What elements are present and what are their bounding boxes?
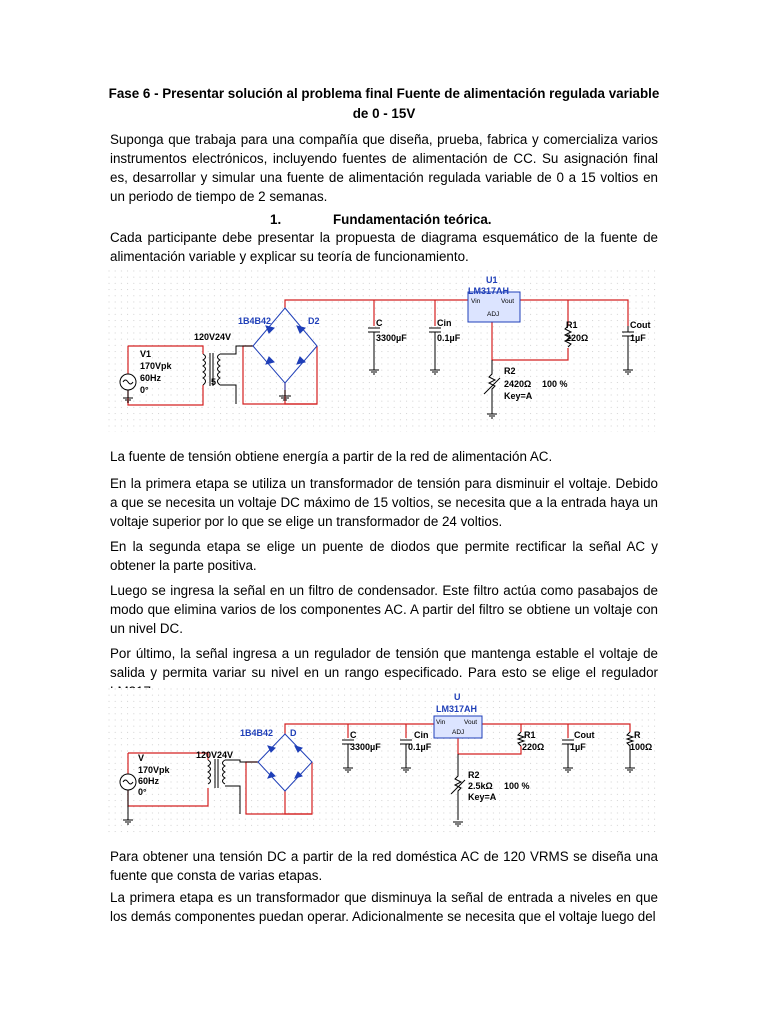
cap-value: 3300µF <box>350 742 381 752</box>
cin-ref: Cin <box>414 730 429 740</box>
grid-background <box>108 270 660 432</box>
load-value: 100Ω <box>630 742 653 752</box>
transformer-ratio: 5 <box>211 377 217 387</box>
transformer-label: 120V24V <box>194 332 232 342</box>
r2-percent: 100 % <box>542 379 568 389</box>
cout-value: 1µF <box>630 333 646 343</box>
cap-ref: C <box>376 318 383 328</box>
source-value-2: 60Hz <box>138 776 160 786</box>
grid-background <box>108 688 660 834</box>
intro-paragraph: Suponga que trabaja para una compañía que diseña, prueba, fabrica y comercializa varios instrumentos electrónicos, incluyendo fuentes de alimentación de CC. Su asignación final es, desarrollar y simular una fuente de alimentación regulada variable de 0 a 15 voltios en un periodo de tiempo de 2 semanas. <box>110 132 658 204</box>
r1-ref: R1 <box>566 320 578 330</box>
schematic-diagram-2 <box>108 688 660 834</box>
cap-ref: C <box>350 730 357 740</box>
source-value-1: 170Vpk <box>140 361 172 371</box>
cin-value: 0.1µF <box>408 742 432 752</box>
paragraph-7: La primera etapa es un transformador que disminuya la señal de entrada a niveles en que los demás componentes puedan operar. Adicionalmente se necesita que el voltaje luego del <box>110 890 658 924</box>
cin-value: 0.1µF <box>437 333 461 343</box>
paragraph-6: Para obtener una tensión DC a partir de la red doméstica AC de 120 VRMS se diseña una fuente que consta de varias etapas. <box>110 849 658 883</box>
reg-vin: Vin <box>436 719 446 726</box>
bridge-ref: D <box>290 728 297 738</box>
reg-ref: U1 <box>486 275 498 285</box>
section-intro-paragraph: Cada participante debe presentar la propuesta de diagrama esquemático de la fuente de alimentación variable y explicar su teoría de funcionamiento. <box>110 230 658 264</box>
paragraph-1: La fuente de tensión obtiene energía a partir de la red de alimentación AC. <box>110 449 553 464</box>
schematic-diagram-1 <box>108 270 660 432</box>
reg-vout: Vout <box>464 719 478 726</box>
r2-ref: R2 <box>504 366 516 376</box>
reg-part: LM317AH <box>436 704 478 714</box>
r1-ref: R1 <box>524 730 536 740</box>
r2-ref: R2 <box>468 770 480 780</box>
r2-value: 2420Ω <box>504 379 532 389</box>
source-value-3: 0° <box>140 385 149 395</box>
transformer-label: 120V24V <box>196 750 234 760</box>
reg-vout: Vout <box>501 298 515 305</box>
paragraph-4: Luego se ingresa la señal en un filtro de condensador. Este filtro actúa como pasabajos de modo que elimina varios de los componentes AC. A partir del filtro se obtiene un voltaje con un nivel DC. <box>110 583 658 636</box>
r2-key: Key=A <box>504 391 533 401</box>
document-title: Fase 6 - Presentar solución al problema final Fuente de alimentación regulada variable de 0 - 15V <box>108 86 660 121</box>
r2-key: Key=A <box>468 792 497 802</box>
bridge-ref: D2 <box>308 316 320 326</box>
section-title: Fundamentación teórica. <box>333 212 492 227</box>
source-ref: V1 <box>140 349 152 359</box>
cout-ref: Cout <box>574 730 595 740</box>
paragraph-5: Por último, la señal ingresa a un regulador de tensión que mantenga estable el voltaje de salida y permita variar su nivel en un rango especificado. Para esto se elige el regulador <box>110 646 658 680</box>
reg-ref: U <box>454 692 461 702</box>
cout-value: 1µF <box>570 742 586 752</box>
paragraph-3: En la segunda etapa se elige un puente de diodos que permite rectificar la señal AC y obtener la parte positiva. <box>110 539 658 573</box>
r2-value: 2.5kΩ <box>468 781 493 791</box>
source-value-1: 170Vpk <box>138 765 170 775</box>
cap-value: 3300µF <box>376 333 407 343</box>
reg-part: LM317AH <box>468 286 510 296</box>
reg-vin: Vin <box>471 298 481 305</box>
paragraph-2: En la primera etapa se utiliza un transformador de tensión para disminuir el voltaje. Debido a que se necesita un voltaje DC máximo de 15 voltios, se necesita que a la entrada haya un voltaje superior por lo que se elige un transformador de 24 voltios. <box>110 476 658 529</box>
reg-adj: ADJ <box>487 311 500 318</box>
cout-ref: Cout <box>630 320 651 330</box>
section-number: 1. <box>270 212 282 227</box>
bridge-part: 1B4B42 <box>238 316 272 326</box>
load-ref: R <box>634 730 641 740</box>
source-value-3: 0° <box>138 787 147 797</box>
source-value-2: 60Hz <box>140 373 162 383</box>
r1-value: 220Ω <box>522 742 545 752</box>
r1-value: 220Ω <box>566 333 589 343</box>
cin-ref: Cin <box>437 318 452 328</box>
reg-adj: ADJ <box>452 729 465 736</box>
r2-percent: 100 % <box>504 781 530 791</box>
bridge-part: 1B4B42 <box>240 728 274 738</box>
source-ref: V <box>138 753 145 763</box>
